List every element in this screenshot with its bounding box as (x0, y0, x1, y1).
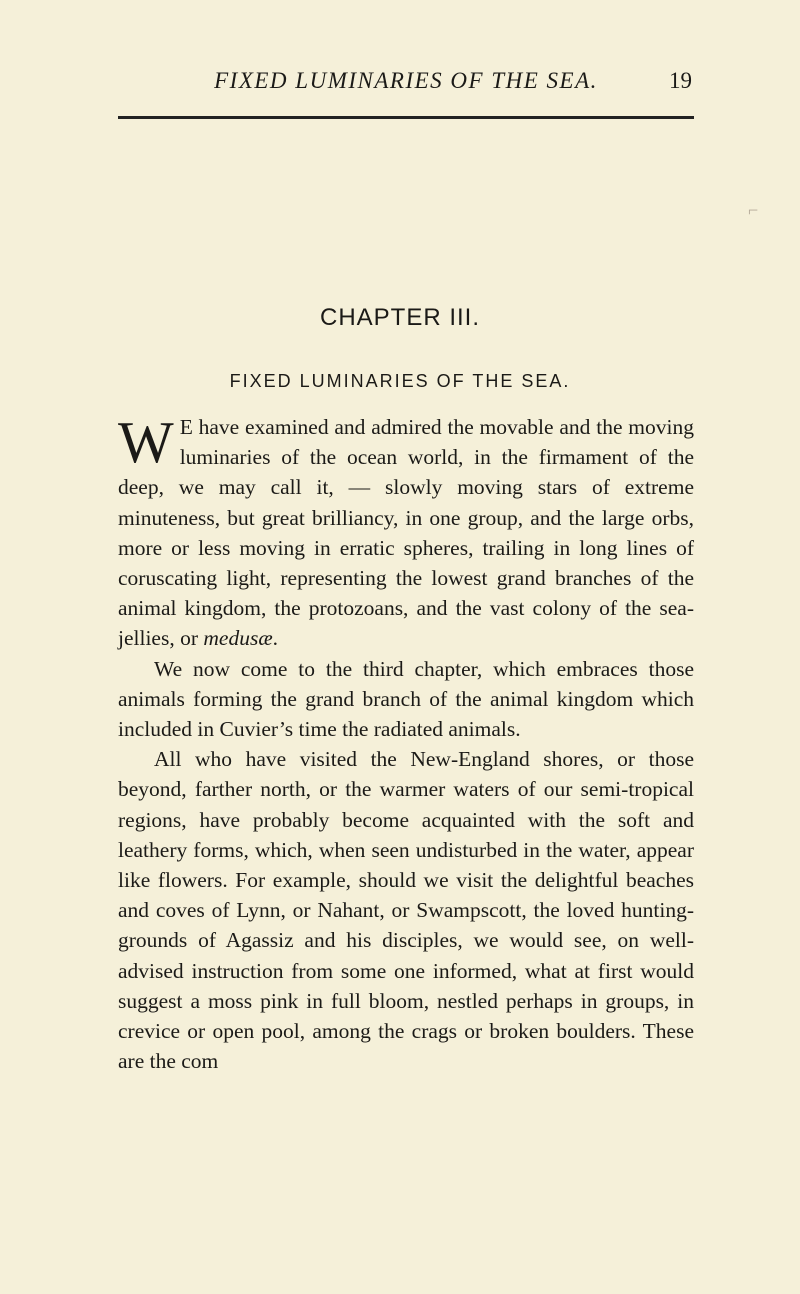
running-head (118, 68, 694, 108)
header-rule (118, 116, 694, 119)
chapter-heading: CHAPTER III. (319, 304, 481, 331)
page-number: 19 (669, 68, 692, 93)
paragraph-1 (118, 409, 694, 654)
running-title: FIXED LUMINARIES OF THE SEA. (214, 68, 598, 93)
paragraph-2: We now come to the third chapter, which embraces those animals forming the grand branch of the animal kingdom which included in Cuvier’s time the radiated animals. (118, 656, 694, 742)
body-text (118, 409, 694, 1076)
paragraph-3: All who have visited the New-England shores, or those beyond, farther north, or the warmer waters of our semi-tropical regions, have probably become acquainted with the soft and leathery forms, which, when seen undisturbed in the water, appear like flowers. For example, should we visit the delightful beaches and coves of Lynn, or Nahant, or Swampscott, the loved hunting-grounds of Agassiz and his disciples, we would see, on well-advised instruction from some one informed, what at first would suggest a moss pink in full bloom, nestled perhaps in groups, in crevice or open pool, among the crags or broken boulders. These are the com (118, 747, 694, 1074)
chapter-subtitle: FIXED LUMINARIES OF THE SEA. (229, 371, 571, 391)
print-mark: ⌐ (748, 200, 759, 220)
italic-term: medusæ (203, 626, 273, 651)
drop-cap: W (118, 409, 174, 475)
paragraph-1-text: E have examined and admired the movable and the moving luminaries of the ocean world, in the firmament of the deep, we may call it, — slowly moving stars of extreme minuteness, but great brilliancy, in one group, and the large orbs, more or less moving in erratic spheres, trailing in long lines of coruscating light, representing the lowest grand branches of the animal kingdom, the protozoans, and the vast colony of the sea-jellies, or (118, 415, 694, 651)
paragraph-1-end: . (272, 626, 279, 651)
